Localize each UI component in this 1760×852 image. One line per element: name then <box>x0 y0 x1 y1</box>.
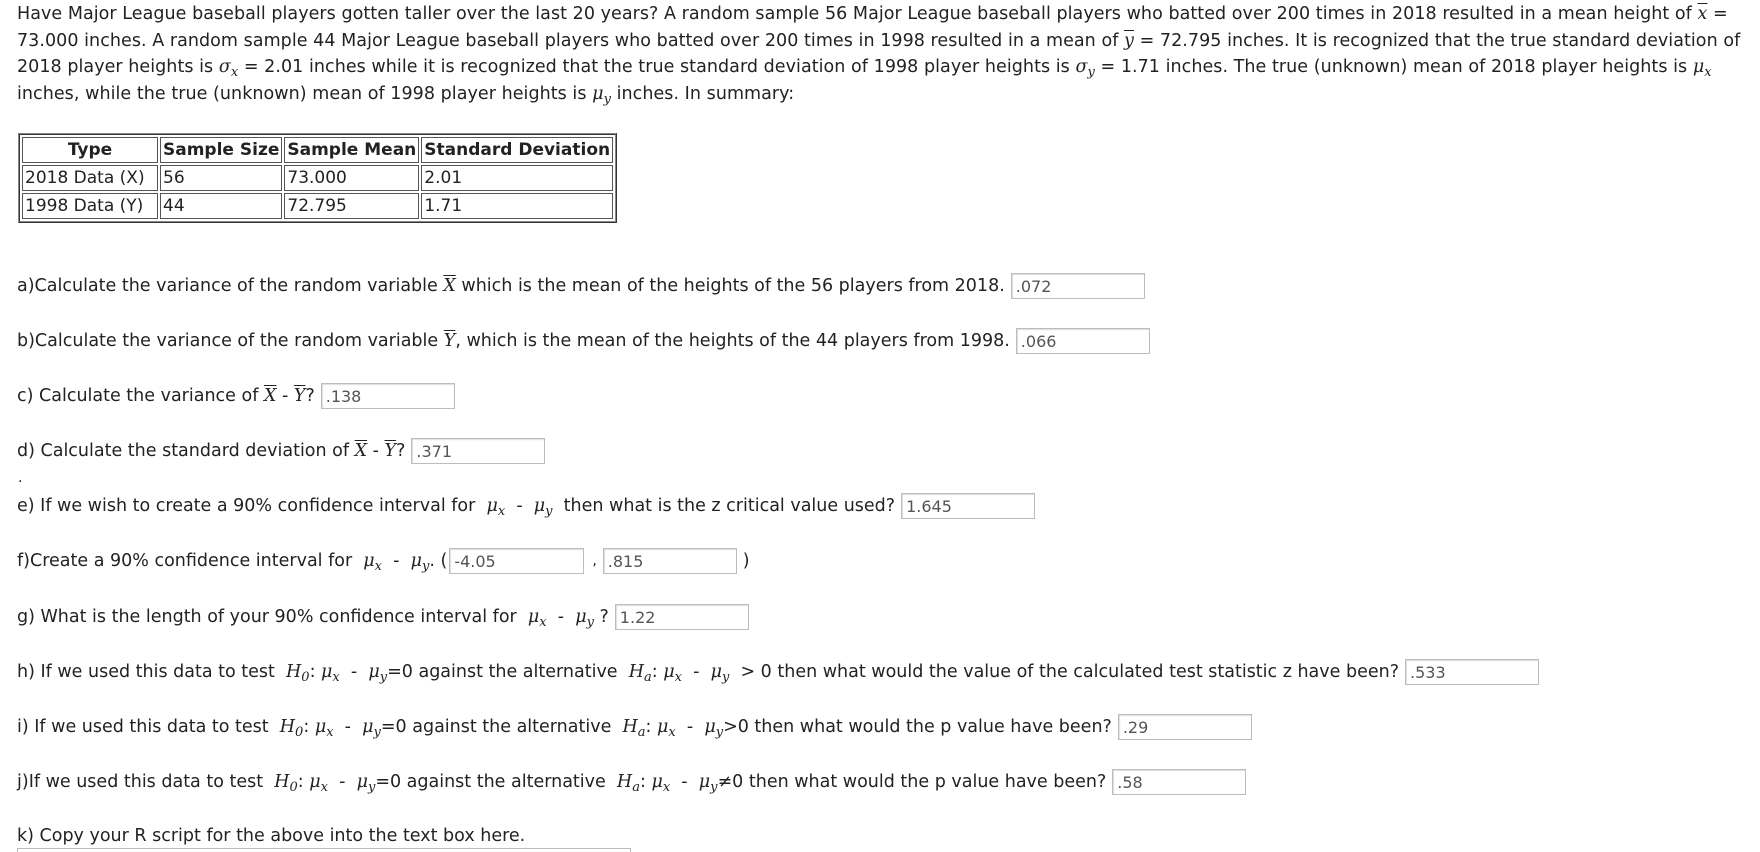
mu-y-symbol: $\mu_y$ <box>592 83 611 107</box>
table-cell: 1.71 <box>421 193 613 219</box>
answer-i-input[interactable]: .29 <box>1118 714 1252 740</box>
sigma-x-symbol: $\sigma_x$ <box>218 57 239 80</box>
intro-text-6: inches, while the true (unknown) mean of 1998 player heights is <box>17 83 587 104</box>
sigma-y-symbol: $\sigma_y$ <box>1075 57 1095 80</box>
question-e: e) If we wish to create a 90% confidence interval for $\mu_x$ - $\mu_y$ then what is the z critical value used? 1.645 <box>17 491 1035 521</box>
question-h: h) If we used this data to test $H_0$ : $\mu_x$ - $\mu_y$ =0 against the alternative $H_a$ : $\mu_x$ - $\mu_y$ > 0 then what would the value of the calculated test statistic z have been? .533 <box>17 657 1539 687</box>
answer-b-input[interactable]: .066 <box>1016 328 1150 354</box>
mu-y-symbol: $\mu_y$ <box>704 717 724 740</box>
intro-text-3: = 72.795 inches. It is recognized that the true standard deviation of 2018 player heights is <box>17 30 1741 77</box>
table-header: Sample Size <box>160 137 282 163</box>
mu-x-symbol: $\mu_x$ <box>1692 57 1712 80</box>
table-cell: 73.000 <box>284 165 419 191</box>
h0-symbol: $H_0$ <box>279 717 304 740</box>
mu-y-symbol: $\mu_y$ <box>533 496 553 519</box>
table-row <box>22 193 613 219</box>
mu-x-symbol: $\mu_x$ <box>657 717 676 740</box>
table-cell: 2018 Data (X) <box>22 165 158 191</box>
mu-y-symbol: $\mu_y$ <box>368 662 388 685</box>
ha-symbol: $H_a$ <box>622 717 646 740</box>
intro-text-2: = 73.000 inches. A random sample 44 Major League baseball players who batted over 200 times in 1998 resulted in a mean of <box>17 4 1728 51</box>
intro-text-4: = 2.01 inches while it is recognized that the true standard deviation of 1998 player heights is <box>243 57 1070 77</box>
intro-text-5: = 1.71 inches. The true (unknown) mean of 2018 player heights is <box>1100 57 1688 77</box>
answer-a-input[interactable]: .072 <box>1011 273 1145 299</box>
question-i: i) If we used this data to test $H_0$ : $\mu_x$ - $\mu_y$ =0 against the alternative $H_a$ : $\mu_x$ - $\mu_y$ >0 then what would the p value have been? .29 <box>17 712 1252 742</box>
problem-statement <box>17 1 1753 107</box>
h0-symbol: $H_0$ <box>274 772 298 795</box>
answer-g-input[interactable]: 1.22 <box>615 604 749 630</box>
question-g: g) What is the length of your 90% confidence interval for $\mu_x$ - $\mu_y$ ? 1.22 <box>17 602 749 632</box>
question-d: d) Calculate the standard deviation of $\overline{X}$ - $\overline{Y}$ ? .371 <box>17 436 545 466</box>
ybar-symbol: $\overline{y}$ <box>1124 30 1134 51</box>
mu-x-symbol: $\mu_x$ <box>486 496 506 519</box>
table-header: Sample Mean <box>284 137 419 163</box>
mu-y-symbol: $\mu_y$ <box>410 551 430 574</box>
mu-x-symbol: $\mu_x$ <box>363 551 383 574</box>
table-row <box>22 165 613 191</box>
stray-dot: . <box>18 470 23 486</box>
answer-j-input[interactable]: .58 <box>1112 769 1246 795</box>
answer-f-high-input[interactable]: .815 <box>603 548 737 574</box>
answer-c-input[interactable]: .138 <box>321 383 455 409</box>
ha-symbol: $H_a$ <box>628 662 652 685</box>
question-k: k) Copy your R script for the above into the text box here. <box>17 826 526 846</box>
intro-text-7: inches. In summary: <box>616 83 795 104</box>
mu-y-symbol: $\mu_y$ <box>575 607 594 630</box>
table-header-row <box>22 137 613 163</box>
table-header: Standard Deviation <box>421 137 613 163</box>
mu-x-symbol: $\mu_x$ <box>527 607 547 630</box>
answer-h-input[interactable]: .533 <box>1405 659 1539 685</box>
mu-y-symbol: $\mu_y$ <box>356 772 376 795</box>
question-a: a)Calculate the variance of the random variable $\overline{X}$ which is the mean of the heights of the 56 players from 2018. .072 <box>17 271 1145 301</box>
answer-d-input[interactable]: .371 <box>411 438 545 464</box>
ha-symbol: $H_a$ <box>616 772 640 795</box>
mu-y-symbol: $\mu_y$ <box>362 717 381 740</box>
intro-text-1: Have Major League baseball players gotten taller over the last 20 years? A random sample 56 Major League baseball players who batted over 200 times in 2018 resulted in a mean height of <box>17 4 1692 24</box>
answer-f-low-input[interactable]: -4.05 <box>449 548 584 574</box>
table-cell: 2.01 <box>421 165 613 191</box>
summary-table <box>18 133 617 223</box>
mu-x-symbol: $\mu_x$ <box>663 662 682 685</box>
table-cell: 1998 Data (Y) <box>22 193 158 219</box>
table-header: Type <box>22 137 158 163</box>
question-b: b)Calculate the variance of the random variable $\overline{Y}$ , which is the mean of the heights of the 44 players from 1998. .066 <box>17 326 1150 356</box>
table-cell: 44 <box>160 193 282 219</box>
mu-y-symbol: $\mu_y$ <box>698 772 718 795</box>
mu-x-symbol: $\mu_x$ <box>321 662 340 685</box>
mu-x-symbol: $\mu_x$ <box>314 717 334 740</box>
h0-symbol: $H_0$ <box>286 662 310 685</box>
xbar-symbol: $\overline{x}$ <box>1697 4 1708 24</box>
table-cell: 72.795 <box>284 193 419 219</box>
answer-e-input[interactable]: 1.645 <box>901 493 1035 519</box>
mu-x-symbol: $\mu_x$ <box>309 772 328 795</box>
mu-y-symbol: $\mu_y$ <box>710 662 730 685</box>
question-f: f)Create a 90% confidence interval for $\mu_x$ - $\mu_y$ . ( -4.05 , .815 ) <box>17 546 750 576</box>
r-script-textarea[interactable] <box>17 848 631 852</box>
mu-x-symbol: $\mu_x$ <box>651 772 671 795</box>
question-c: c) Calculate the variance of $\overline{X}$ - $\overline{Y}$ ? .138 <box>17 381 455 411</box>
table-cell: 56 <box>160 165 282 191</box>
question-j: j)If we used this data to test $H_0$ : $\mu_x$ - $\mu_y$ =0 against the alternative $H_a$ : $\mu_x$ - $\mu_y$ ≠0 then what would the p value have been? .58 <box>17 767 1246 797</box>
